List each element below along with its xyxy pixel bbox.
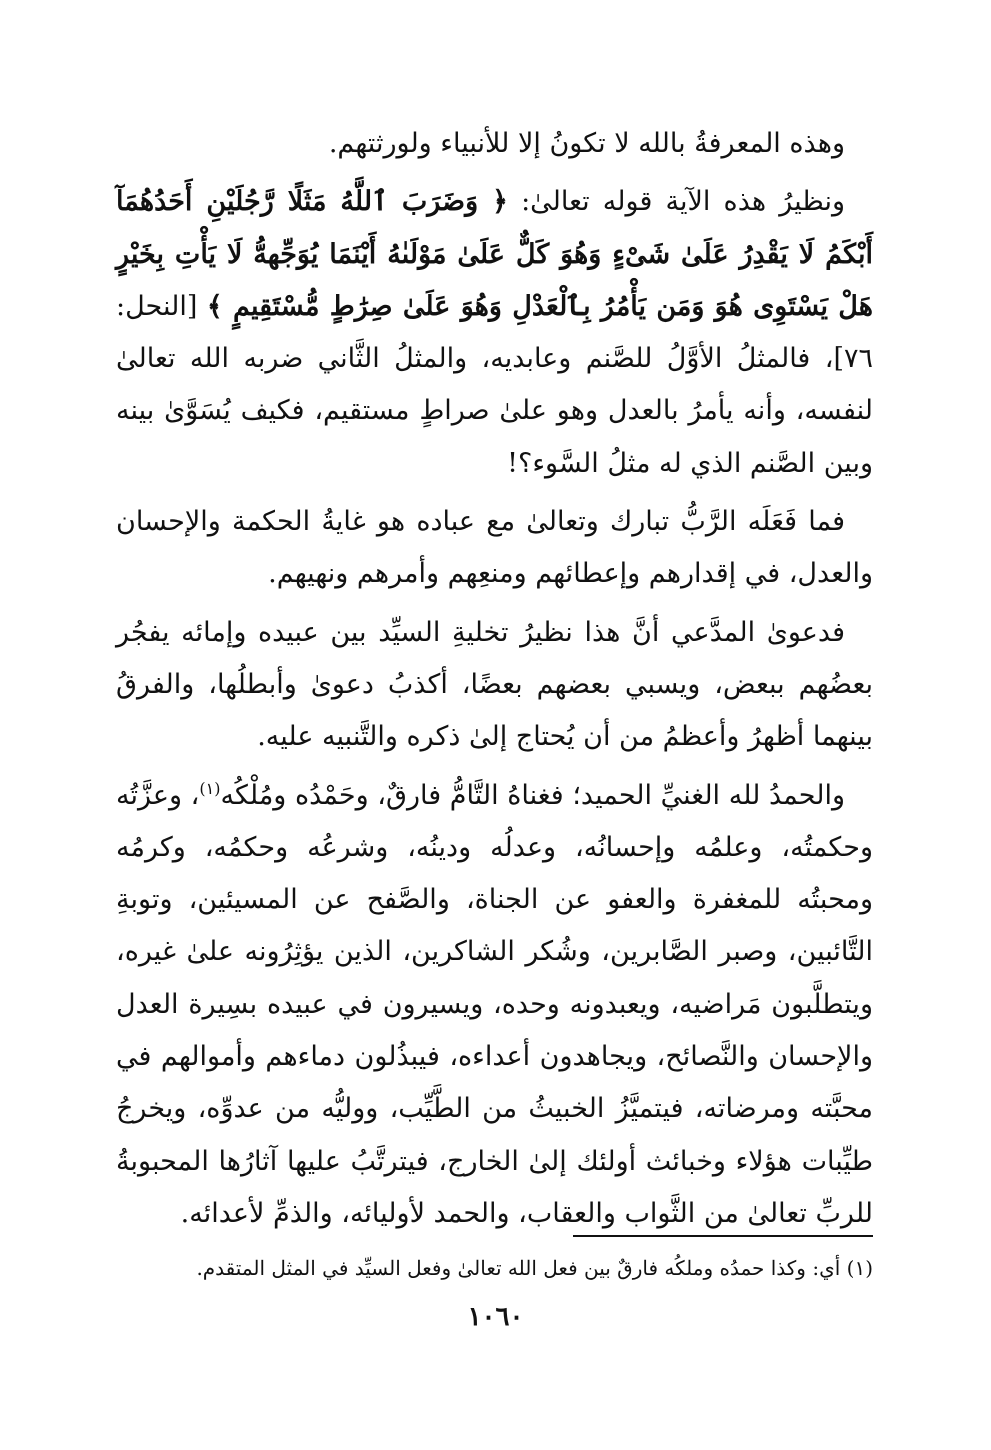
paragraph-4 xyxy=(116,607,873,764)
paragraph-5-rest: ، وعزَّتُه وحكمتُه، وعلمُه وإحسانُه، وعدلُه ودينُه، وشرعُه وحكمُه، وكرمُه ومحبتُه للمغفرة والعفو عن الجناة، والصَّفح عن المسيئين، وتوبةِ التَّائبين، وصبر الصَّابرين، وشُكر الشاكرين، الذين يؤثِرُونه علىٰ غيره، ويتطلَّبون مَراضيه، ويعبدونه وحده، ويسيرون في عبيده بسِيرة العدل والإحسان والنَّصائح، ويجاهدون أعداءه، فيبذُلون دماءهم وأموالهم في محبَّته ومرضاته، فيتميَّزُ الخبيثُ من الطَّيِّب، ووليُّه من عدوِّه، ويخرجُ طيِّبات هؤلاء وخبائث أولئك إلىٰ الخارج، فيترتَّبُ عليها آثارُها المحبوبةُ للربِّ تعالىٰ من الثَّواب والعقاب، والحمد لأوليائه، والذمِّ لأعدائه. xyxy=(116,779,873,1229)
paragraph-2-commentary: [النحل: ٧٦]، فالمثلُ الأوَّلُ للصَّنم وعابديه، والمثلُ الثَّاني ضربه الله تعالىٰ لنفسه، وأنه يأمرُ بالعدل وهو علىٰ صراطٍ مستقيم، فكيف يُسَوَّىٰ بينه وبين الصَّنم الذي له مثلُ السَّوء؟! xyxy=(116,290,873,479)
paragraph-2 xyxy=(116,176,873,490)
quran-verse: ﴿ وَضَرَبَ ٱللَّهُ مَثَلًا رَّجُلَيْنِ أَحَدُهُمَآ أَبْكَمُ لَا يَقْدِرُ عَلَىٰ شَىْءٍ وَهُوَ كَلٌّ عَلَىٰ مَوْلَىٰهُ أَيْنَمَا يُوَجِّههُّ لَا يَأْتِ بِخَيْرٍ هَلْ يَسْتَوِى هُوَ وَمَن يَأْمُرُ بِٱلْعَدْلِ وَهُوَ عَلَىٰ صِرَٰطٍ مُّسْتَقِيمٍ ﴾ xyxy=(116,186,873,322)
page-number: ١٠٦٠ xyxy=(467,1302,524,1332)
paragraph-5-start: والحمدُ لله الغنيِّ الحميد؛ فغناهُ التَّامُّ فارقٌ، وحَمْدُه ومُلْكُه xyxy=(220,779,845,811)
footnote-marker: (١) xyxy=(199,778,221,798)
footnote: (١) أي: وكذا حمدُه وملكُه فارقٌ بين فعل الله تعالىٰ وفعل السيِّد في المثل المتقدم. xyxy=(196,1256,873,1280)
footnote-divider xyxy=(573,1235,873,1237)
paragraph-4-text: فدعوىٰ المدَّعي أنَّ هذا نظيرُ تخليةِ السيِّد بين عبيده وإمائه يفجُر بعضُهم ببعض، ويسبي بعضهم بعضًا، أكذبُ دعوىٰ وأبطلُها، والفرقُ بينهما أظهرُ وأعظمُ من أن يُحتاج إلىٰ ذكره والتَّنبيه عليه. xyxy=(116,616,873,753)
paragraph-2-intro: ونظيرُ هذه الآية قوله تعالىٰ: xyxy=(507,186,845,218)
paragraph-5 xyxy=(116,770,873,1241)
paragraph-1-text: وهذه المعرفةُ بالله لا تكونُ إلا للأنبياء ولورثتهم. xyxy=(328,128,845,159)
main-text xyxy=(116,118,873,1240)
paragraph-3-text: فما فَعَلَه الرَّبُّ تبارك وتعالىٰ مع عباده هو غايةُ الحكمة والإحسان والعدل، في إقدارهم وإعطائهم ومنعِهم وأمرهم ونهيهم. xyxy=(116,506,873,590)
paragraph-1 xyxy=(116,118,873,170)
paragraph-3 xyxy=(116,496,873,601)
